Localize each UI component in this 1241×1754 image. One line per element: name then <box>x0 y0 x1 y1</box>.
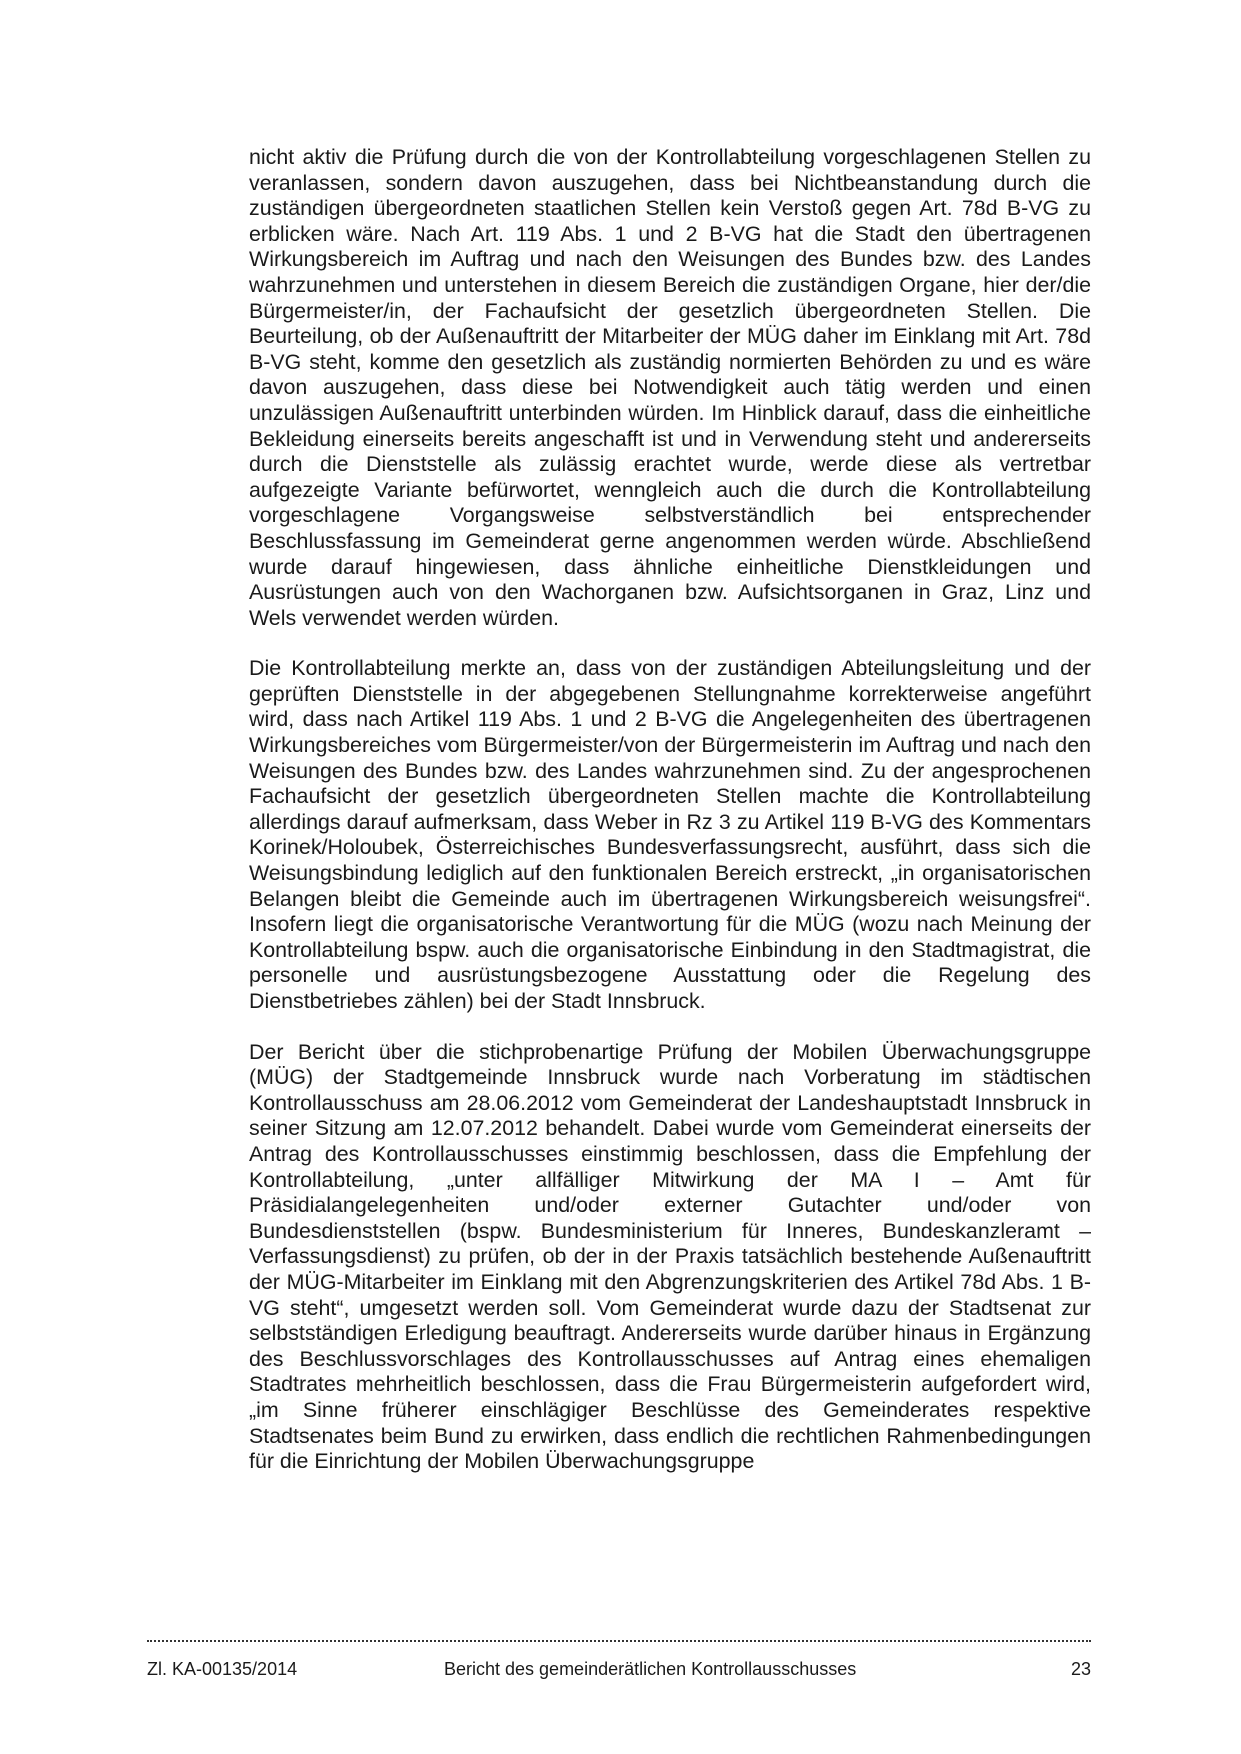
footer-divider <box>147 1640 1091 1642</box>
footer-page-number: 23 <box>1070 1659 1091 1679</box>
footer-file-number: Zl. KA-00135/2014 <box>147 1659 298 1679</box>
footer-report-title: Bericht des gemeinderätlichen Kontrollausschusses <box>444 1659 857 1679</box>
paragraph-1: nicht aktiv die Prüfung durch die von der Kontrollabteilung vorgeschlagenen Stellen zu veranlassen, sondern davon auszugehen, dass bei Nichtbeanstandung durch die zuständigen übergeordneten staatlichen Stellen kein Verstoß gegen Art. 78d B-VG zu erblicken wäre. Nach Art. 119 Abs. 1 und 2 B-VG hat die Stadt den übertragenen Wirkungsbereich im Auftrag und nach den Weisungen des Bundes bzw. des Landes wahrzunehmen und unterstehen in diesem Bereich die zuständigen Organe, hier der/die Bürgermeister/in, der Fachaufsicht der gesetzlich übergeordneten Stellen. Die Beurteilung, ob der Außenauftritt der Mitarbeiter der MÜG daher im Einklang mit Art. 78d B-VG steht, komme den gesetzlich als zuständig normierten Behörden zu und es wäre davon auszugehen, dass diese bei Notwendigkeit auch tätig werden und einen unzulässigen Außenauftritt unterbinden würden. Im Hinblick darauf, dass die einheitliche Bekleidung einerseits bereits angeschafft ist und in Verwendung steht und andererseits durch die Dienststelle als zulässig erachtet wurde, werde diese als vertretbar aufgezeigte Variante befürwortet, wenngleich auch die durch die Kontrollabteilung vorgeschlagene Vorgangsweise selbstverständlich bei entsprechender Beschlussfassung im Gemeinderat gerne angenommen werden würde. Abschließend wurde darauf hingewiesen, dass ähnliche einheitliche Dienstkleidungen und Ausrüstungen auch von den Wachorganen bzw. Aufsichtsorganen in Graz, Linz und Wels verwendet werden würden. <box>249 145 1091 630</box>
paragraph-3: Der Bericht über die stichprobenartige Prüfung der Mobilen Überwachungsgruppe (MÜG) der Stadtgemeinde Innsbruck wurde nach Vorberatung im städtischen Kontrollausschuss am 28.06.2012 vom Gemeinderat der Landeshauptstadt Innsbruck in seiner Sitzung am 12.07.2012 behandelt. Dabei wurde vom Gemeinderat einerseits der Antrag des Kontrollausschusses einstimmig beschlossen, dass die Empfehlung der Kontrollabteilung, „unter allfälliger Mitwirkung der MA I – Amt für Präsidialangelegenheiten und/oder externer Gutachter und/oder von Bundesdienststellen (bspw. Bundesministerium für Inneres, Bundeskanzleramt – Verfassungsdienst) zu prüfen, ob der in der Praxis tatsächlich bestehende Außenauftritt der MÜG-Mitarbeiter im Einklang mit den Abgrenzungskriterien des Artikel 78d Abs. 1 B-VG steht“, umgesetzt werden soll. Vom Gemeinderat wurde dazu der Stadtsenat zur selbstständigen Erledigung beauftragt. Andererseits wurde darüber hinaus in Ergänzung des Beschlussvorschlages des Kontrollausschusses auf Antrag eines ehemaligen Stadtrates mehrheitlich beschlossen, dass die Frau Bürgermeisterin aufgefordert wird, „im Sinne früherer einschlägiger Beschlüsse des Gemeinderates respektive Stadtsenates beim Bund zu erwirken, dass endlich die rechtlichen Rahmenbedingungen für die Einrichtung der Mobilen Überwachungsgruppe <box>249 1039 1091 1474</box>
paragraph-2: Die Kontrollabteilung merkte an, dass von der zuständigen Abteilungsleitung und der geprüften Dienststelle in der abgegebenen Stellungnahme korrekterweise angeführt wird, dass nach Artikel 119 Abs. 1 und 2 B-VG die Angelegenheiten des übertragenen Wirkungsbereiches vom Bürgermeister/von der Bürgermeisterin im Auftrag und nach den Weisungen des Bundes bzw. des Landes wahrzunehmen sind. Zu der angesprochenen Fachaufsicht der gesetzlich übergeordneten Stellen machte die Kontrollabteilung allerdings darauf aufmerksam, dass Weber in Rz 3 zu Artikel 119 B-VG des Kommentars Korinek/Holoubek, Österreichisches Bundesverfassungsrecht, ausführt, dass sich die Weisungsbindung lediglich auf den funktionalen Bereich erstreckt, „in organisatorischen Belangen bleibt die Gemeinde auch im übertragenen Wirkungsbereich weisungsfrei“. Insofern liegt die organisatorische Verantwortung für die MÜG (wozu nach Meinung der Kontrollabteilung bspw. auch die organisatorische Einbindung in den Stadtmagistrat, die personelle und ausrüstungsbezogene Ausstattung oder die Regelung des Dienstbetriebes zählen) bei der Stadt Innsbruck. <box>249 656 1091 1013</box>
document-body <box>249 145 1091 1475</box>
